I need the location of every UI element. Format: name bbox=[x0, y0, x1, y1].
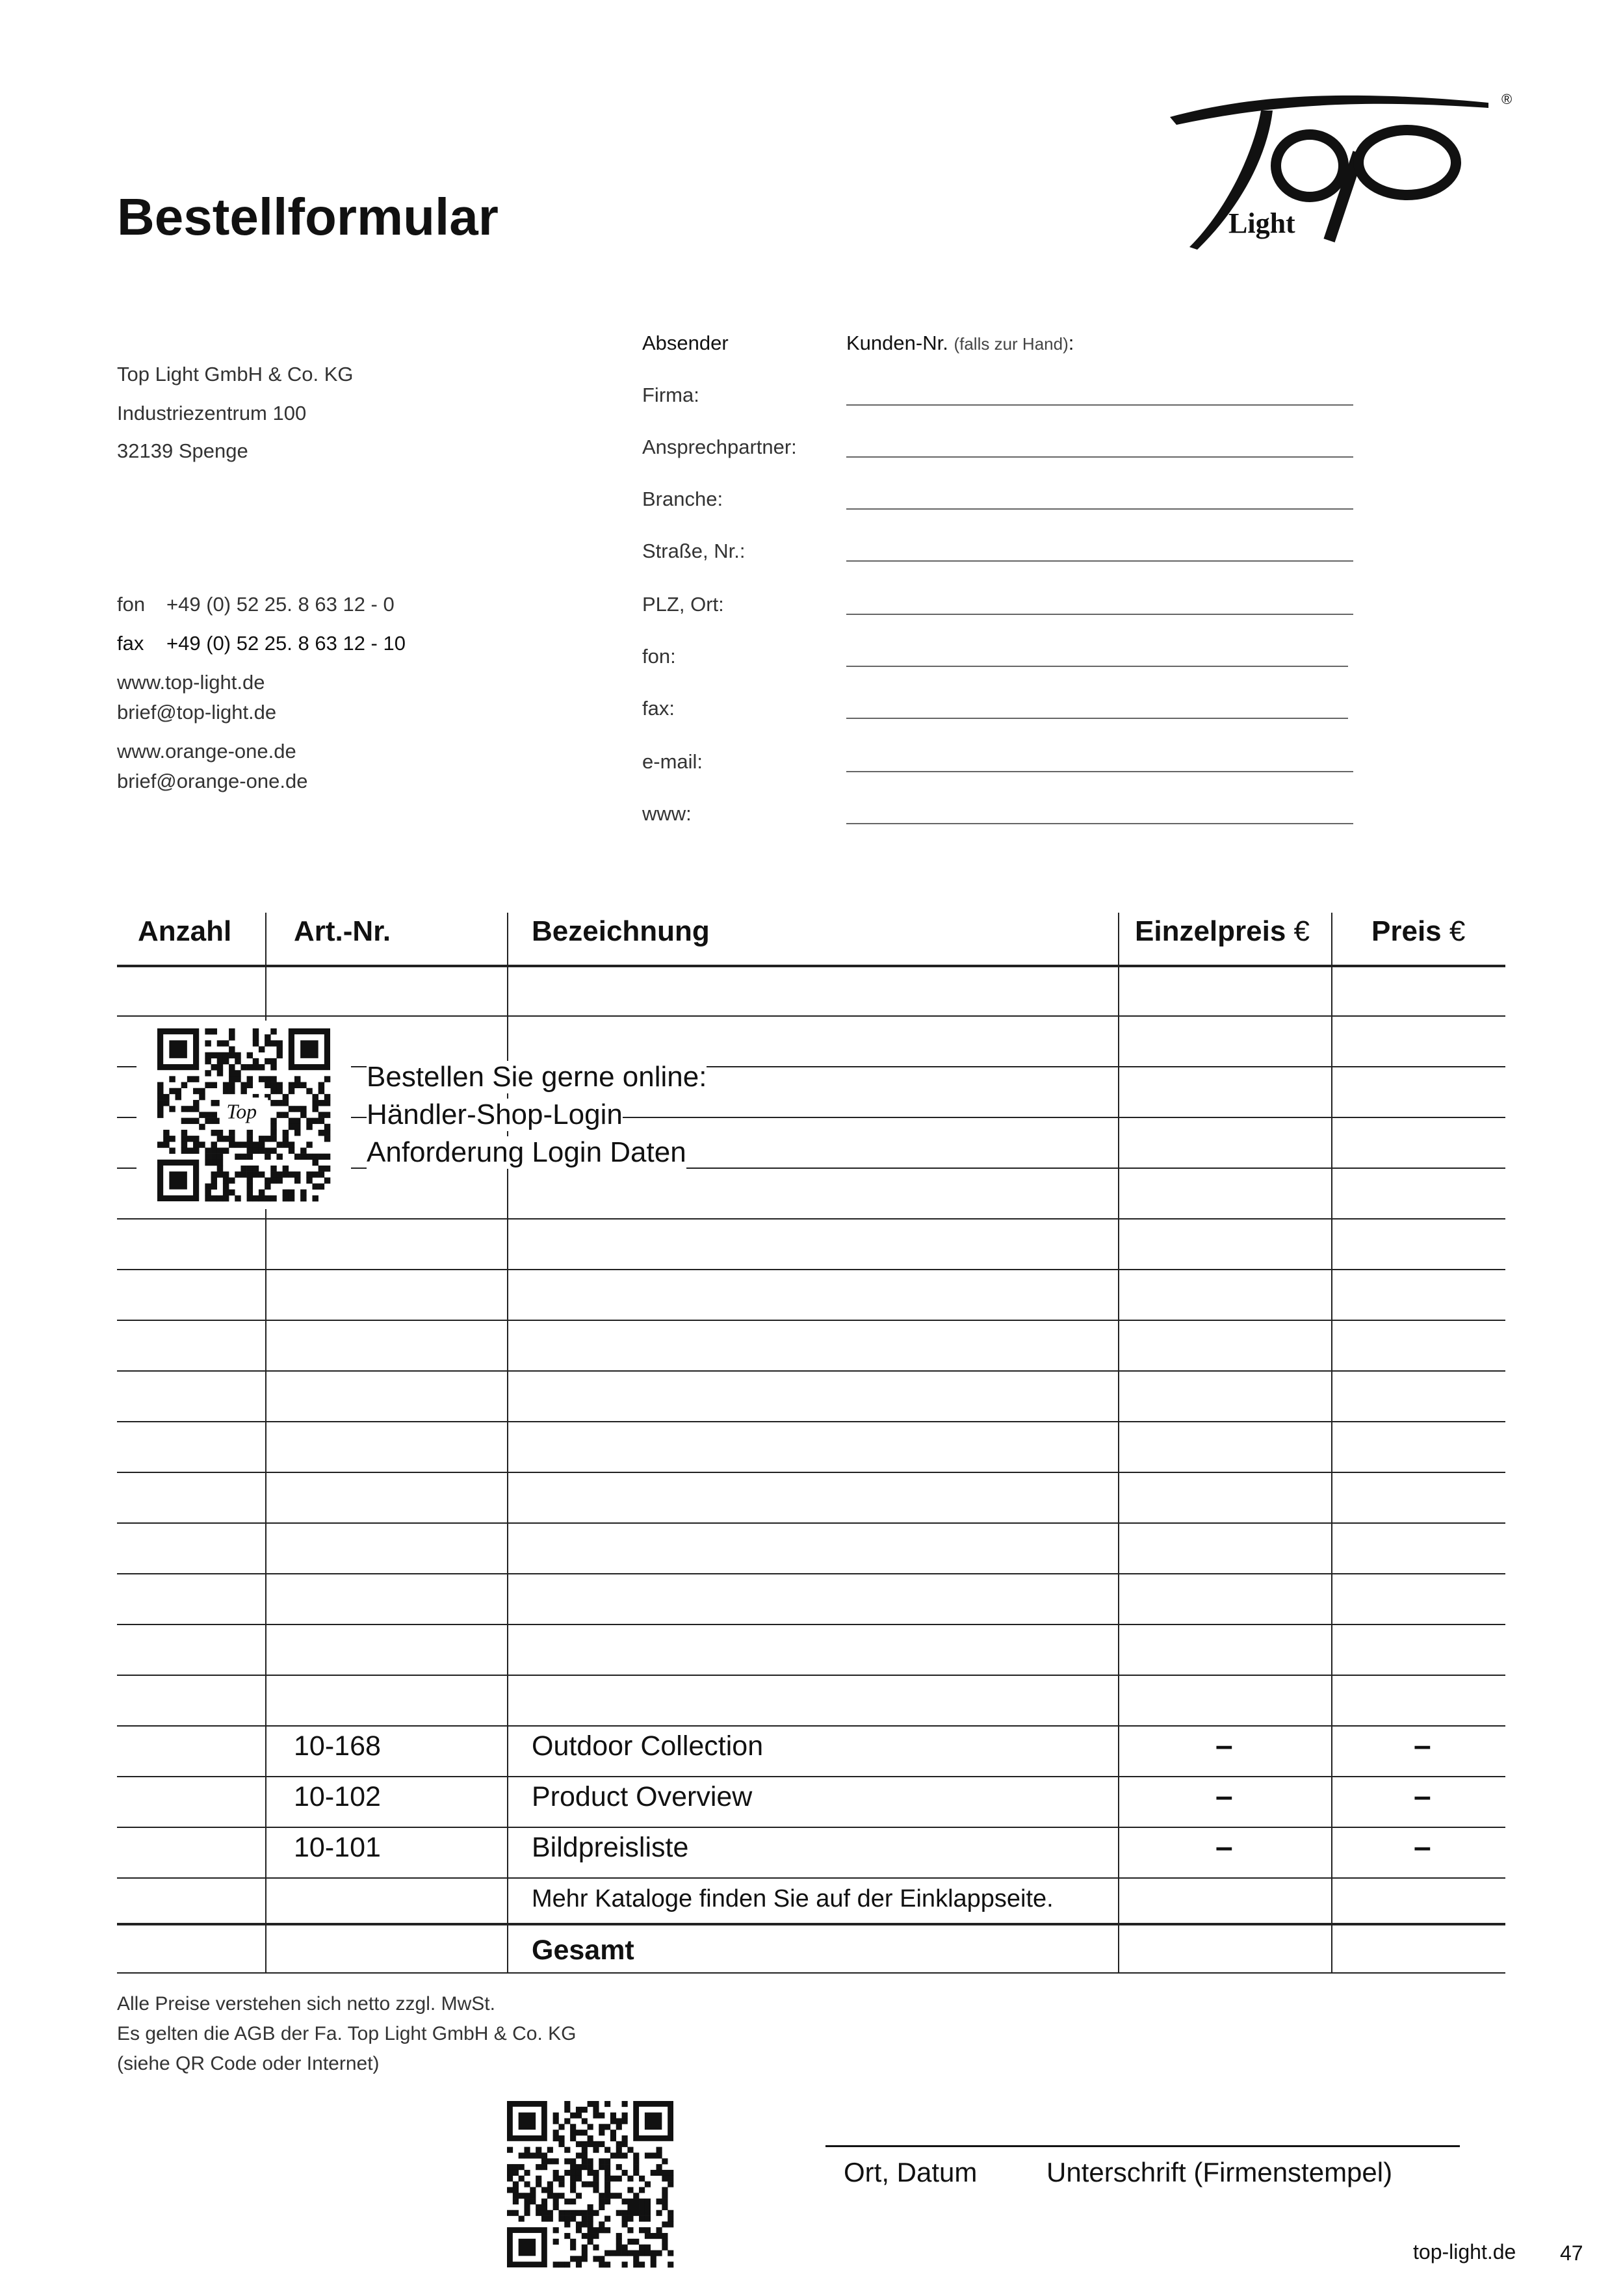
table-cell-input[interactable] bbox=[120, 1576, 263, 1621]
sender-field-label: Firma: bbox=[642, 384, 699, 406]
col-header-artnr: Art.-Nr. bbox=[294, 915, 391, 947]
fax-label: fax bbox=[117, 632, 144, 655]
signature-line bbox=[825, 2145, 1460, 2147]
sender-field-input[interactable] bbox=[846, 404, 1353, 406]
table-cell-input[interactable] bbox=[120, 1272, 263, 1317]
table-cell-input[interactable] bbox=[1334, 1119, 1503, 1165]
table-cell-input[interactable] bbox=[268, 1272, 504, 1317]
col-header-preis bbox=[1371, 915, 1465, 948]
mail-link-orange-one[interactable]: brief@orange-one.de bbox=[117, 770, 308, 792]
table-cell-input[interactable] bbox=[510, 1272, 1115, 1317]
table-row bbox=[117, 1269, 1505, 1270]
table-cell-input[interactable] bbox=[268, 1474, 504, 1520]
footer-note-2: Es gelten die AGB der Fa. Top Light GmbH & Co. KG bbox=[117, 2023, 577, 2044]
table-cell-input[interactable] bbox=[268, 1525, 504, 1571]
table-cell-input[interactable] bbox=[1334, 1525, 1503, 1571]
table-cell-input[interactable] bbox=[1121, 1424, 1329, 1469]
table-cell-input[interactable] bbox=[268, 1626, 504, 1672]
qr-code-shop-graphic bbox=[136, 1021, 351, 1209]
table-cell-input[interactable] bbox=[1334, 1373, 1503, 1418]
registered-mark: ® bbox=[1501, 91, 1513, 107]
online-order-line3[interactable]: Anforderung Login Daten bbox=[367, 1136, 686, 1168]
table-cell-input[interactable] bbox=[1334, 1424, 1503, 1469]
catalog-preis-3: – bbox=[1414, 1830, 1431, 1864]
preis-currency: € bbox=[1449, 915, 1466, 947]
table-cell-input[interactable] bbox=[1334, 970, 1503, 1013]
table-row bbox=[117, 1320, 1505, 1321]
table-cell-input[interactable] bbox=[268, 1424, 504, 1469]
top-light-logo bbox=[1163, 91, 1527, 260]
table-cell-input[interactable] bbox=[268, 970, 504, 1013]
table-cell-input[interactable] bbox=[1121, 1373, 1329, 1418]
table-cell-input[interactable] bbox=[1334, 1069, 1503, 1114]
logo-sub-text: Light bbox=[1228, 207, 1295, 239]
table-row bbox=[117, 1725, 1505, 1727]
table-cell-input[interactable] bbox=[510, 970, 1115, 1013]
table-row bbox=[117, 1522, 1505, 1524]
table-cell-input[interactable] bbox=[1121, 1018, 1329, 1063]
web-link-orange-one[interactable]: www.orange-one.de bbox=[117, 740, 296, 763]
qr-code-agb-graphic bbox=[506, 2100, 675, 2269]
sender-field-input[interactable] bbox=[846, 718, 1348, 719]
sender-field-label: fon: bbox=[642, 645, 676, 668]
table-cell-input[interactable] bbox=[120, 1677, 263, 1723]
fon-label: fon bbox=[117, 593, 146, 616]
sender-field-label: Branche: bbox=[642, 488, 723, 510]
page-number: 47 bbox=[1560, 2241, 1583, 2265]
table-cell-input[interactable] bbox=[1121, 1474, 1329, 1520]
einzelpreis-label: Einzelpreis bbox=[1135, 915, 1286, 947]
qr-logo-text: Top bbox=[226, 1100, 257, 1123]
table-cell-input[interactable] bbox=[1121, 1069, 1329, 1114]
table-cell-input[interactable] bbox=[1121, 1525, 1329, 1571]
catalog-artnr-2: 10-102 bbox=[294, 1781, 381, 1812]
online-order-line1: Bestellen Sie gerne online: bbox=[367, 1061, 707, 1093]
table-cell-input[interactable] bbox=[510, 1018, 1115, 1063]
catalog-preis-2: – bbox=[1414, 1779, 1431, 1814]
table-total-rule bbox=[117, 1923, 1505, 1925]
mail-link-top-light[interactable]: brief@top-light.de bbox=[117, 701, 277, 724]
table-cell-input[interactable] bbox=[510, 1677, 1115, 1723]
table-cell-input[interactable] bbox=[1121, 1272, 1329, 1317]
sender-field-input[interactable] bbox=[846, 823, 1353, 824]
table-cell-input[interactable] bbox=[510, 1373, 1115, 1418]
table-cell-input[interactable] bbox=[1121, 970, 1329, 1013]
table-column-divider bbox=[1118, 913, 1119, 1974]
table-cell-input[interactable] bbox=[1334, 1677, 1503, 1723]
table-row bbox=[117, 1776, 1505, 1777]
qr-code-agb[interactable] bbox=[506, 2100, 675, 2269]
table-cell-input[interactable] bbox=[1334, 1221, 1503, 1266]
qr-code-shop[interactable] bbox=[136, 1021, 351, 1209]
sender-field-input[interactable] bbox=[846, 560, 1353, 562]
catalog-artnr-3: 10-101 bbox=[294, 1832, 381, 1863]
table-cell-input[interactable] bbox=[1334, 1018, 1503, 1063]
catalog-einzel-3: – bbox=[1215, 1830, 1233, 1864]
catalog-artnr-1: 10-168 bbox=[294, 1730, 381, 1762]
table-cell-input[interactable] bbox=[120, 970, 263, 1013]
fax-value: +49 (0) 52 25. 8 63 12 - 10 bbox=[166, 632, 406, 655]
company-city: 32139 Spenge bbox=[117, 439, 248, 462]
table-cell-input[interactable] bbox=[1334, 1576, 1503, 1621]
table-row bbox=[117, 1218, 1505, 1220]
table-cell-input[interactable] bbox=[268, 1677, 504, 1723]
sender-field-input[interactable] bbox=[846, 771, 1353, 772]
customer-number-colon: : bbox=[1068, 332, 1074, 354]
company-name: Top Light GmbH & Co. KG bbox=[117, 363, 354, 385]
table-header-rule bbox=[117, 965, 1505, 967]
table-cell-input[interactable] bbox=[120, 1373, 263, 1418]
table-cell-input[interactable] bbox=[1121, 1626, 1329, 1672]
table-cell-input[interactable] bbox=[268, 1221, 504, 1266]
table-bottom-rule bbox=[117, 1972, 1505, 1974]
table-cell-input[interactable] bbox=[268, 1322, 504, 1368]
customer-number-hint: (falls zur Hand) bbox=[954, 334, 1069, 354]
table-cell-input[interactable] bbox=[510, 1221, 1115, 1266]
table-cell-input[interactable] bbox=[1334, 1272, 1503, 1317]
sender-field-input[interactable] bbox=[846, 666, 1348, 667]
footer-note-1: Alle Preise verstehen sich netto zzgl. MwSt. bbox=[117, 1993, 495, 2015]
table-cell-input[interactable] bbox=[510, 1424, 1115, 1469]
table-row bbox=[117, 1827, 1505, 1828]
table-cell-input[interactable] bbox=[120, 1626, 263, 1672]
table-cell-input[interactable] bbox=[1334, 1322, 1503, 1368]
sender-field-label: Straße, Nr.: bbox=[642, 540, 746, 562]
table-column-divider bbox=[1331, 913, 1332, 1974]
table-cell-input[interactable] bbox=[1121, 1677, 1329, 1723]
footer-note-3: (siehe QR Code oder Internet) bbox=[117, 2053, 380, 2074]
table-cell-input[interactable] bbox=[1121, 1119, 1329, 1165]
catalog-bez-2: Product Overview bbox=[532, 1781, 753, 1812]
table-cell-input[interactable] bbox=[510, 1525, 1115, 1571]
table-cell-input[interactable] bbox=[120, 1424, 263, 1469]
table-cell-input[interactable] bbox=[268, 1373, 504, 1418]
company-street: Industriezentrum 100 bbox=[117, 402, 307, 424]
table-row bbox=[117, 1370, 1505, 1372]
page-title: Bestellformular bbox=[117, 188, 499, 246]
table-cell-input[interactable] bbox=[120, 1525, 263, 1571]
table-cell-input[interactable] bbox=[510, 1576, 1115, 1621]
table-cell-input[interactable] bbox=[510, 1626, 1115, 1672]
total-label: Gesamt bbox=[532, 1935, 634, 1966]
sender-field-label: PLZ, Ort: bbox=[642, 593, 724, 616]
catalog-bez-3: Bildpreisliste bbox=[532, 1832, 689, 1863]
customer-number-text: Kunden-Nr. bbox=[846, 332, 948, 354]
table-cell-input[interactable] bbox=[510, 1322, 1115, 1368]
table-row bbox=[117, 1675, 1505, 1676]
table-cell-input[interactable] bbox=[510, 1170, 1115, 1216]
catalog-einzel-2: – bbox=[1215, 1779, 1233, 1814]
ort-datum-label: Ort, Datum bbox=[844, 2157, 978, 2187]
table-cell-input[interactable] bbox=[1121, 1221, 1329, 1266]
col-header-bezeichnung: Bezeichnung bbox=[532, 915, 710, 947]
sender-field-input[interactable] bbox=[846, 456, 1353, 458]
web-link-top-light[interactable]: www.top-light.de bbox=[117, 671, 265, 694]
online-order-line2[interactable]: Händler-Shop-Login bbox=[367, 1099, 623, 1130]
catalog-preis-1: – bbox=[1414, 1729, 1431, 1763]
table-row bbox=[117, 1472, 1505, 1473]
table-cell-input[interactable] bbox=[510, 1474, 1115, 1520]
site-url[interactable]: top-light.de bbox=[1413, 2240, 1516, 2263]
customer-number-label bbox=[846, 332, 1074, 355]
sender-field-label: e-mail: bbox=[642, 750, 703, 773]
table-cell-input[interactable] bbox=[1121, 1322, 1329, 1368]
unterschrift-label: Unterschrift (Firmenstempel) bbox=[1046, 2157, 1393, 2187]
catalog-einzel-1: – bbox=[1215, 1729, 1233, 1763]
fon-value: +49 (0) 52 25. 8 63 12 - 0 bbox=[166, 593, 395, 616]
more-catalogs-note: Mehr Kataloge finden Sie auf der Einklappseite. bbox=[532, 1885, 1054, 1912]
table-cell-input[interactable] bbox=[268, 1576, 504, 1621]
col-header-einzelpreis bbox=[1135, 915, 1310, 948]
sender-field-input[interactable] bbox=[846, 508, 1353, 510]
col-header-anzahl: Anzahl bbox=[138, 915, 232, 947]
table-cell-input[interactable] bbox=[1334, 1170, 1503, 1216]
table-row bbox=[117, 1421, 1505, 1422]
table-cell-input[interactable] bbox=[1121, 1576, 1329, 1621]
preis-label: Preis bbox=[1371, 915, 1442, 947]
table-row bbox=[117, 1624, 1505, 1625]
einzelpreis-currency: € bbox=[1293, 915, 1310, 947]
sender-field-label: fax: bbox=[642, 697, 675, 720]
table-cell-input[interactable] bbox=[1121, 1170, 1329, 1216]
table-cell-input[interactable] bbox=[120, 1221, 263, 1266]
table-cell-input[interactable] bbox=[1334, 1626, 1503, 1672]
table-cell-input[interactable] bbox=[120, 1474, 263, 1520]
table-row bbox=[117, 1015, 1505, 1017]
table-row bbox=[117, 1877, 1505, 1879]
sender-field-input[interactable] bbox=[846, 614, 1353, 615]
table-cell-input[interactable] bbox=[1334, 1474, 1503, 1520]
catalog-bez-1: Outdoor Collection bbox=[532, 1730, 764, 1762]
sender-header: Absender bbox=[642, 332, 729, 354]
table-row bbox=[117, 1573, 1505, 1574]
table-cell-input[interactable] bbox=[120, 1322, 263, 1368]
sender-field-label: Ansprechpartner: bbox=[642, 436, 797, 458]
sender-field-label: www: bbox=[642, 802, 692, 825]
